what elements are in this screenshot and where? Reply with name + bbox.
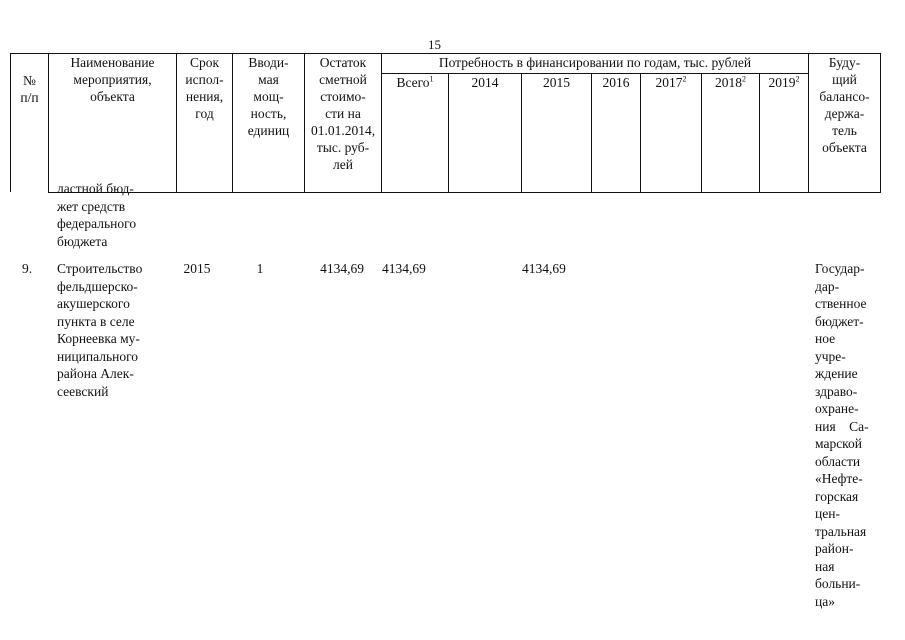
header-fin-2016: 2016 bbox=[592, 74, 641, 192]
row-capacity: 1 bbox=[256, 261, 264, 276]
header-financing-group: Потребность в финансировании по годам, тыс. рублей bbox=[382, 54, 809, 74]
row-number: 9. bbox=[22, 261, 33, 276]
header-col-holder: Буду- щий балансо- держа- тель объекта bbox=[809, 54, 881, 193]
header-table bbox=[10, 53, 881, 193]
row-term: 2015 bbox=[183, 261, 211, 276]
header-col-capacity: Вводи- мая мощ- ность, единиц bbox=[233, 54, 305, 193]
header-fin-2015: 2015 bbox=[522, 74, 592, 192]
header-fin-2017: 2017$^2$ bbox=[641, 74, 702, 192]
row-holder: Государ- дар- ственное бюджет- ное учре- ждение здраво- охране- ния Са- марской области «Нефте- горская цен- тральная район- ная больни- ца» bbox=[815, 261, 869, 609]
page-number: 15 bbox=[428, 37, 441, 52]
header-fin-2018: 2018$^2$ bbox=[702, 74, 760, 192]
continuation-text: ластной бюд- жет средств федерального бюджета bbox=[57, 181, 137, 249]
row-2015: 4134,69 bbox=[522, 261, 566, 276]
row-object-name: Строительство фельдшерско- акушерского пункта в селе Корнеевка му- ниципального района Алек- сеевский bbox=[57, 261, 143, 399]
header-col-name: Наименование мероприятия, объекта bbox=[49, 54, 177, 193]
header-col-term: Срок испол- нения, год bbox=[177, 54, 233, 193]
header-fin-2014: 2014 bbox=[449, 74, 522, 192]
row-total: 4134,69 bbox=[382, 261, 426, 276]
header-col-number: № п/п bbox=[11, 54, 49, 193]
header-col-balance: Остаток сметной стоимо- сти на 01.01.2014, тыс. руб- лей bbox=[305, 54, 382, 193]
row-balance: 4134,69 bbox=[320, 261, 364, 276]
header-fin-total: Всего$^1$ bbox=[382, 74, 449, 192]
header-fin-2019: 2019$^2$ bbox=[760, 74, 809, 192]
